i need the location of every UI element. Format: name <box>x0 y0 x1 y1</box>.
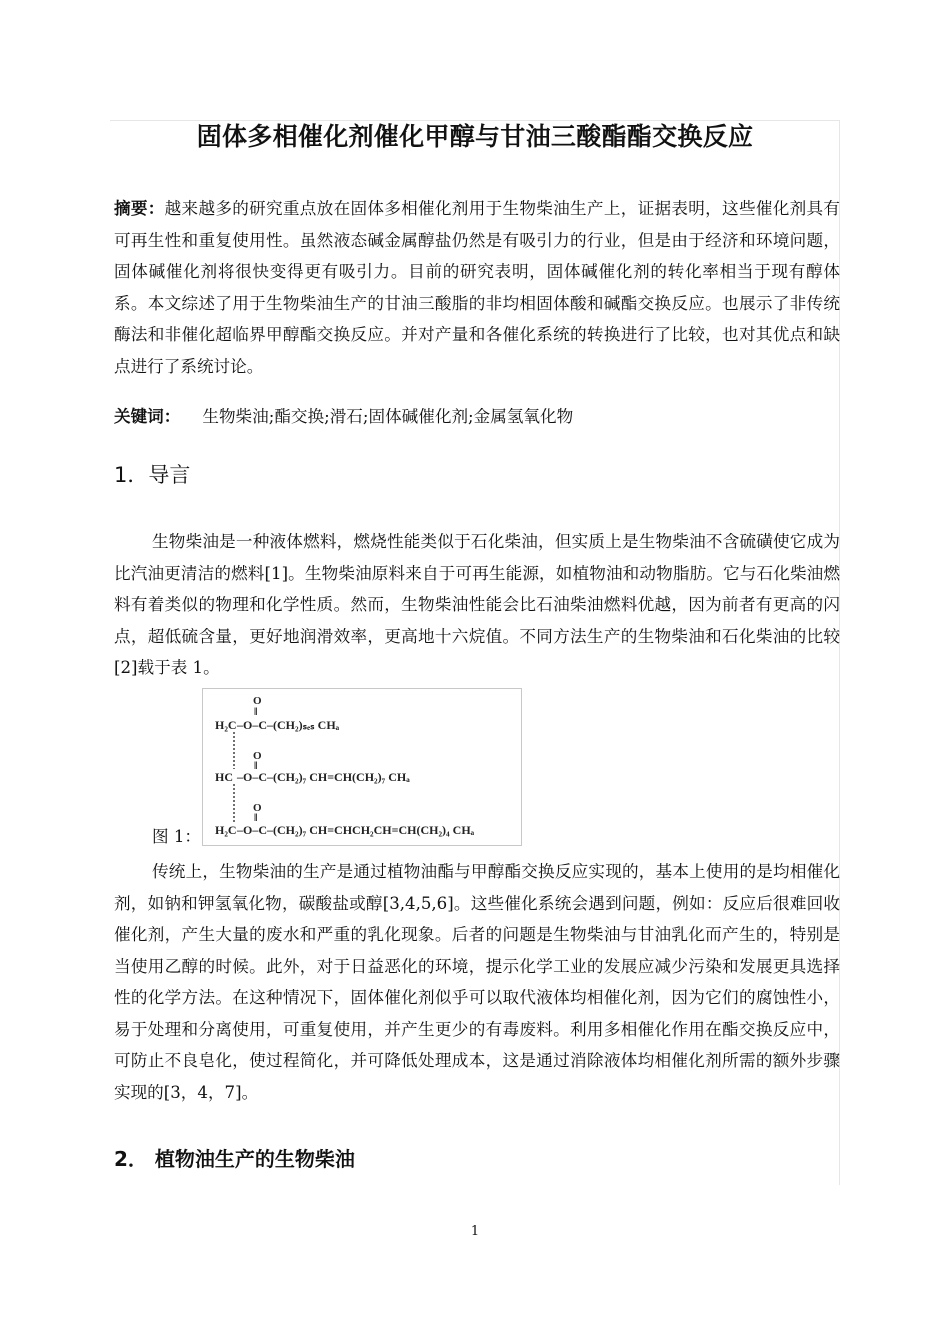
row3-double-bond: ‖ <box>254 812 258 824</box>
abstract-text: 越来越多的研究重点放在固体多相催化剂用于生物柴油生产上，证据表明，这些催化剂具有可再生性和重复使用性。虽然液态碱金属醇盐仍然是有吸引力的行业，但是由于经济和环境问题，固体碱催化剂将很快变得更有吸引力。目前的研究表明，固体碱催化剂的转化率相当于现有醇体系。本文综述了用于生物柴油生产的甘油三酸脂的非均相固体酸和碱酯交换反应。也展示了非传统酶法和非催化超临界甲醇酯交换反应。并对产量和各催化系统的转换进行了比较，也对其优点和缺点进行了系统讨论。 <box>114 199 840 376</box>
figure-label: 图 1： <box>152 827 202 846</box>
structure-diagram <box>203 689 521 845</box>
keywords-line <box>114 401 573 432</box>
row1-head: H₂C <box>215 718 237 732</box>
abstract-paragraph <box>114 193 840 382</box>
row1-carbonyl-oxygen: O <box>253 695 262 707</box>
row2-head: HC <box>215 770 233 784</box>
row1-chain: –O–C–(CH₂)ₛₑₛ CHₐ <box>237 718 340 732</box>
document-title: 固体多相催化剂催化甲醇与甘油三酸酯酯交换反应 <box>196 122 754 151</box>
section-heading-biodiesel: 2． 植物油生产的生物柴油 <box>114 1147 355 1171</box>
triglyceride-structure-figure <box>202 688 522 846</box>
row1-double-bond: ‖ <box>254 706 258 718</box>
page-number: 1 <box>470 1224 480 1239</box>
body-paragraph-2: 传统上，生物柴油的生产是通过植物油酯与甲醇酯交换反应实现的，基本上使用的是均相催化剂，如钠和钾氢氧化物，碳酸盐或醇[3,4,5,6]。这些催化系统会遇到问题，例如：反应后很难回收催化剂，产生大量的废水和严重的乳化现象。后者的问题是生物柴油与甘油乳化而产生的，特别是当使用乙醇的时候。此外，对于日益恶化的环境，提示化学工业的发展应减少污染和发展更具选择性的化学方法。在这种情况下，固体催化剂似乎可以取代液体均相催化剂，因为它们的腐蚀性小，易于处理和分离使用，可重复使用，并产生更少的有毒废料。利用多相催化作用在酯交换反应中，可防止不良皂化，使过程简化，并可降低处理成本，这是通过消除液体均相催化剂所需的额外步骤实现的[3，4，7]。 <box>114 862 840 1102</box>
row3-head: H₂C <box>215 823 237 837</box>
row2-carbonyl-oxygen: O <box>253 750 262 762</box>
row2-double-bond: ‖ <box>254 760 258 772</box>
body-paragraph-1: 生物柴油是一种液体燃料，燃烧性能类似于石化柴油，但实质上是生物柴油不含硫磺使它成为比汽油更清洁的燃料[1]。生物柴油原料来自于可再生能源，如植物油和动物脂肪。它与石化柴油燃料有着类似的物理和化学性质。然而，生物柴油性能会比石油柴油燃料优越，因为前者有更高的闪点，超低硫含量，更好地润滑效率，更高地十六烷值。不同方法生产的生物柴油和石化柴油的比较[2]载于表 1。 <box>114 532 840 677</box>
keywords-label: 关键词： <box>114 407 181 426</box>
row3-carbonyl-oxygen: O <box>253 802 262 814</box>
row3-chain: –O–C–(CH₂)₇ CH=CHCH₂CH=CH(CH₂)₄ CHₐ <box>237 823 475 837</box>
keywords-text: 生物柴油;酯交换;滑石;固体碱催化剂;金属氢氧化物 <box>202 407 574 426</box>
abstract-label: 摘要： <box>114 199 165 218</box>
row2-chain: –O–C–(CH₂)₇ CH=CH(CH₂)₇ CHₐ <box>237 770 410 784</box>
section-heading-intro: 1．导言 <box>114 463 191 487</box>
